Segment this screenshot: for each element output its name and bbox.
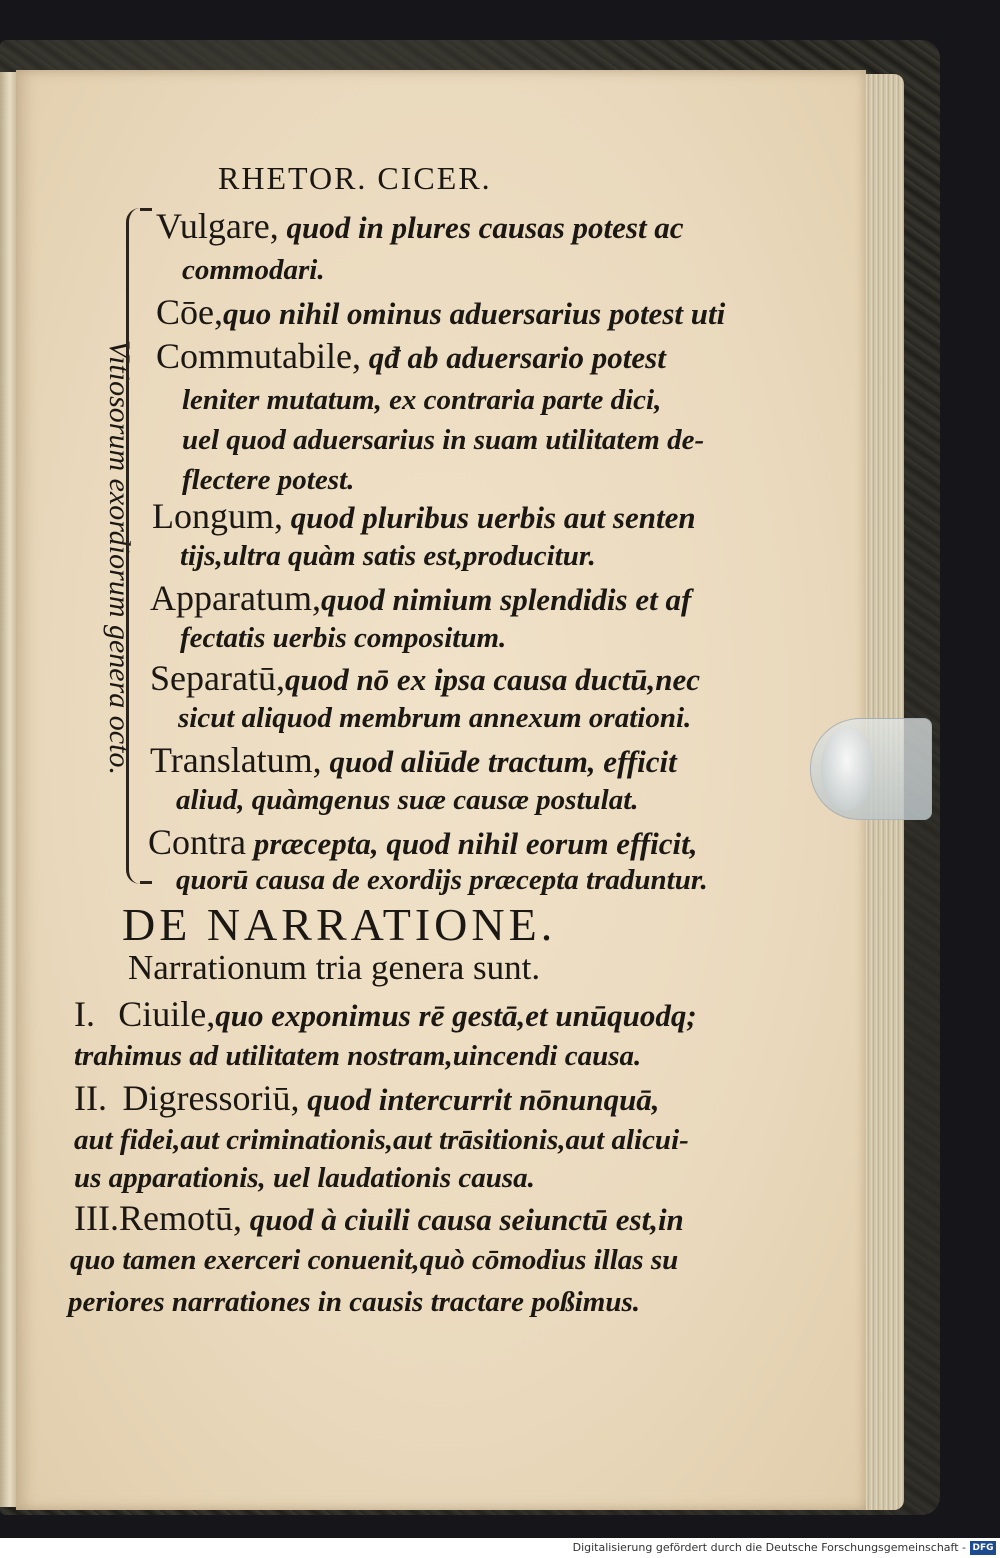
entry-apparatum-cont: fectatis uerbis compositum. xyxy=(180,622,507,654)
brace-top xyxy=(140,208,152,211)
genus-remotum: III.Remotū, quod à ciuili causa seiunctū est,in xyxy=(74,1198,684,1238)
genus-civile-cont: trahimus ad utilitatem nostram,uincendi causa. xyxy=(74,1040,642,1072)
brace-bottom xyxy=(140,881,152,884)
genus-digressorium-cont1: aut fidei,aut criminationis,aut trāsitionis,aut alicui- xyxy=(74,1124,689,1156)
entry-vulgare-cont: commodari. xyxy=(182,254,325,286)
entry-vulgare: Vulgare, quod in plures causas potest ac xyxy=(156,206,684,246)
genus-remotum-cont2: periores narrationes in causis tractare poßimus. xyxy=(68,1286,641,1318)
genus-digressorium: II. Digressoriū, quod intercurrit nōnunquā, xyxy=(74,1078,660,1118)
section-subtitle: Narrationum tria genera sunt. xyxy=(128,948,541,987)
dfg-logo: DFG xyxy=(970,1541,996,1555)
brace xyxy=(126,208,147,884)
entry-commutabile: Commutabile, qđ ab aduersario potest xyxy=(156,336,666,376)
entry-longum-cont: tijs,ultra quàm satis est,producitur. xyxy=(180,540,596,572)
footer-credit: Digitalisierung gefördert durch die Deutsche Forschungsgemeinschaft - xyxy=(572,1541,966,1554)
entry-commune: Cōe,quo nihil ominus aduersarius potest uti xyxy=(156,292,726,332)
entry-contra: Contra præcepta, quod nihil eorum efficit, xyxy=(148,822,698,862)
entry-contra-cont: quorū causa de exordijs præcepta traduntur. xyxy=(176,864,708,896)
genus-digressorium-cont2: us apparationis, uel laudationis causa. xyxy=(74,1162,535,1194)
genus-civile: I. Ciuile,quo exponimus rē gestā,et unūquodq; xyxy=(74,994,697,1034)
entry-separatum-cont: sicut aliquod membrum annexum orationi. xyxy=(178,702,692,734)
entry-translatum: Translatum, quod aliūde tractum, efficit xyxy=(150,740,677,780)
entry-separatum: Separatū,quod nō ex ipsa causa ductū,nec xyxy=(150,658,701,698)
genus-remotum-cont1: quo tamen exerceri conuenit,quò cōmodius illas su xyxy=(70,1244,679,1276)
spine-edge xyxy=(0,72,16,1507)
entry-commutabile-cont3: flectere potest. xyxy=(182,464,355,496)
footer-bar xyxy=(0,1538,1000,1558)
entry-translatum-cont: aliud, quàmgenus suæ causæ postulat. xyxy=(176,784,639,816)
entry-commutabile-cont2: uel quod aduersarius in suam utilitatem de- xyxy=(182,424,705,456)
entry-longum: Longum, quod pluribus uerbis aut senten xyxy=(152,496,696,536)
entry-commutabile-cont1: leniter mutatum, ex contraria parte dici, xyxy=(182,384,662,416)
side-label-text: Vitiosorum exordiorum genera octo. xyxy=(103,340,136,775)
section-title: DE NARRATIONE. xyxy=(122,899,557,950)
running-header: RHETOR. CICER. xyxy=(218,160,492,196)
entry-apparatum: Apparatum,quod nimium splendidis et af xyxy=(150,578,692,618)
page-clip xyxy=(810,718,932,820)
